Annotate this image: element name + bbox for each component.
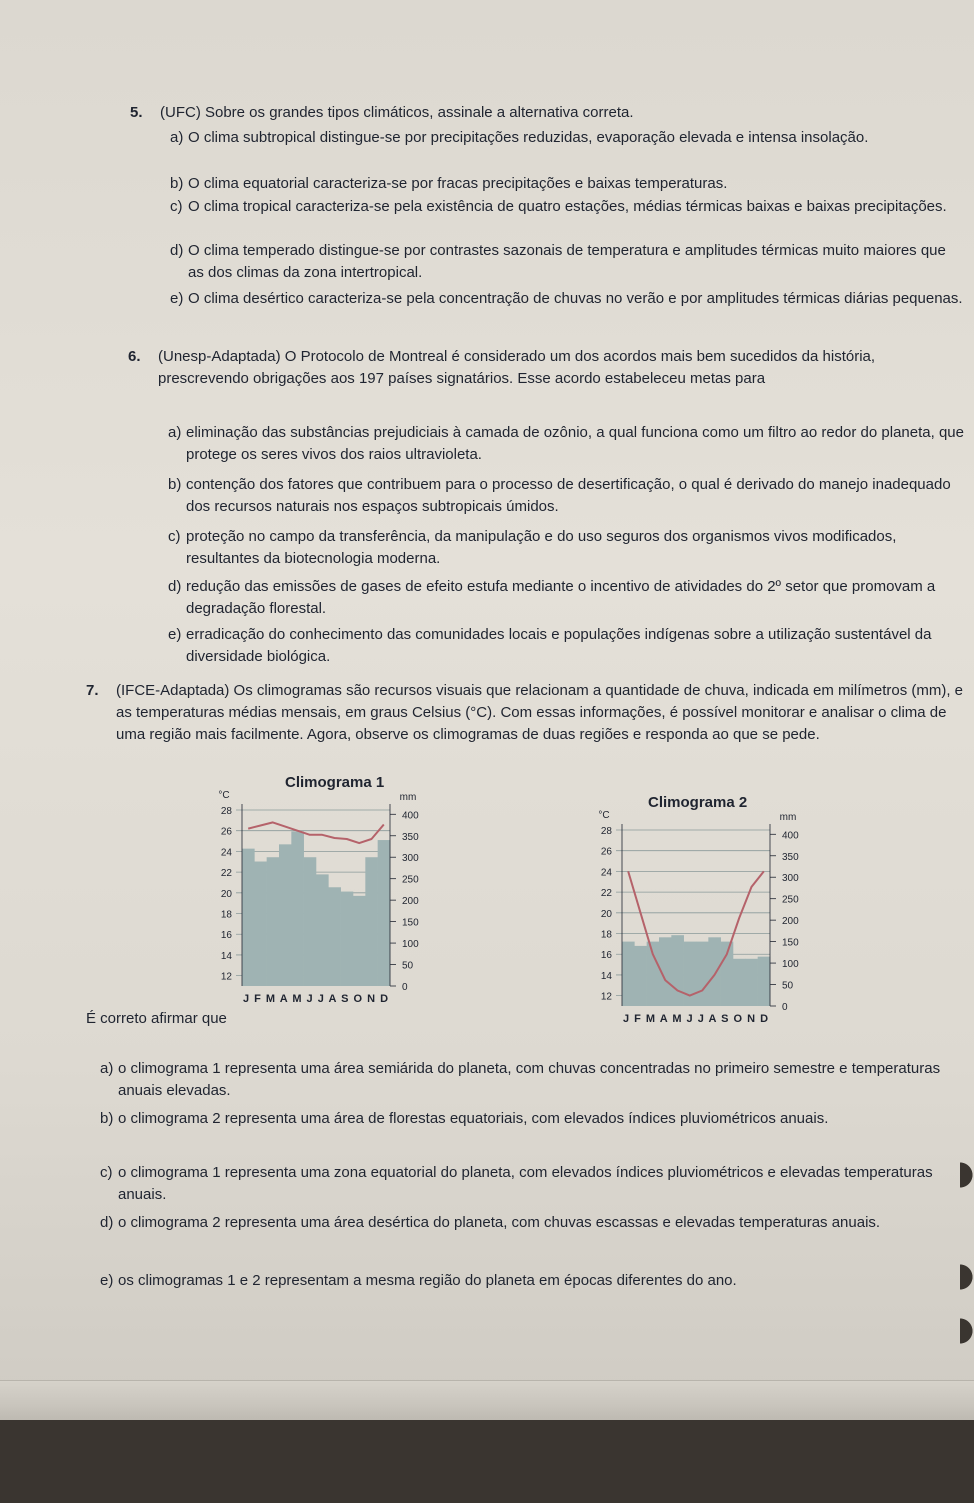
- temp-unit-label: °C: [218, 790, 230, 801]
- precip-bar: [745, 959, 758, 1006]
- question-number: 7.: [86, 682, 99, 699]
- temp-tick-label: 26: [600, 846, 612, 858]
- temp-tick-label: 14: [600, 970, 612, 982]
- precip-tick-label: 350: [402, 831, 419, 843]
- temp-tick-label: 18: [220, 909, 232, 921]
- option-letter: e): [170, 290, 184, 307]
- option-text: O clima temperado distingue-se por contrastes sazonais de temperatura e amplitudes térmicas muito maiores que as dos climas da zona intertropical.: [188, 242, 946, 281]
- precip-tick-label: 100: [402, 939, 419, 951]
- option-letter: c): [168, 528, 181, 545]
- question-number: 5.: [130, 104, 143, 121]
- month-axis-labels: J F M A M J J A S O N D: [622, 1013, 770, 1025]
- question-stem: (Unesp-Adaptada) O Protocolo de Montreal é considerado um dos acordos mais bem sucedidos da história, prescrevendo obrigações aos 197 países signatários. Esse acordo estabeleceu metas para: [158, 348, 876, 387]
- temp-tick-label: 18: [600, 929, 612, 941]
- temp-tick-label: 28: [220, 806, 232, 817]
- option-text: o climograma 1 representa uma zona equatorial do planeta, com elevados índices pluviométricos e elevadas temperaturas anuais.: [118, 1164, 933, 1203]
- option-letter: d): [170, 242, 184, 259]
- chart-title: Climograma 2: [648, 794, 748, 811]
- temp-tick-label: 20: [220, 888, 232, 900]
- option-text: proteção no campo da transferência, da manipulação e do uso seguros dos organismos vivos modificados, resultantes da biotecnologia moderna.: [186, 528, 897, 567]
- precip-tick-label: 250: [782, 894, 799, 906]
- option-letter: e): [100, 1272, 114, 1289]
- option-letter: b): [170, 175, 184, 192]
- temp-tick-label: 12: [600, 991, 612, 1003]
- precip-tick-label: 400: [402, 810, 419, 822]
- precip-bar: [328, 887, 341, 986]
- temp-tick-label: 12: [220, 971, 232, 983]
- precip-bar: [647, 942, 660, 1006]
- option-letter: e): [168, 626, 182, 643]
- precip-tick-label: 50: [402, 960, 414, 972]
- temp-tick-label: 16: [220, 930, 232, 942]
- precip-bar: [365, 857, 378, 986]
- precip-bar: [622, 942, 635, 1006]
- question-number: 6.: [128, 348, 141, 365]
- precip-bar: [671, 935, 684, 1006]
- precip-tick-label: 0: [402, 982, 408, 993]
- temp-tick-label: 28: [600, 826, 612, 837]
- precip-bar: [758, 957, 771, 1006]
- precip-bar: [267, 857, 280, 986]
- precip-tick-label: 50: [782, 980, 794, 992]
- temp-tick-label: 20: [600, 908, 612, 920]
- precip-bar: [291, 831, 304, 986]
- temp-tick-label: 22: [220, 868, 232, 880]
- chart-title: Climograma 1: [285, 774, 385, 791]
- precip-tick-label: 150: [782, 937, 799, 949]
- precip-tick-label: 250: [402, 874, 419, 886]
- precip-tick-label: 0: [782, 1002, 788, 1013]
- temp-tick-label: 26: [220, 826, 232, 838]
- option-letter: d): [100, 1214, 114, 1231]
- option-letter: b): [168, 476, 182, 493]
- climograma-1: [180, 774, 440, 1024]
- option-letter: a): [170, 129, 184, 146]
- option-text: os climogramas 1 e 2 representam a mesma região do planeta em épocas diferentes do ano.: [118, 1272, 737, 1289]
- precip-bar: [254, 862, 267, 986]
- paper-stack-edge: [0, 1380, 974, 1420]
- option-text: redução das emissões de gases de efeito estufa mediante o incentivo de atividades do 2º setor que promovam a degradação florestal.: [186, 578, 936, 617]
- precip-bar: [242, 849, 255, 986]
- precip-bar: [733, 959, 746, 1006]
- precip-tick-label: 100: [782, 959, 799, 971]
- precip-bar: [353, 896, 366, 986]
- temp-tick-label: 16: [600, 950, 612, 962]
- precip-tick-label: 200: [402, 896, 419, 908]
- precip-tick-label: 300: [782, 873, 799, 885]
- option-letter: a): [168, 424, 182, 441]
- option-text: contenção dos fatores que contribuem para o processo de desertificação, o qual é derivado do manejo inadequado dos recursos naturais nos espaços subtropicais úmidos.: [186, 476, 951, 515]
- precip-bar: [341, 892, 354, 986]
- precip-bar: [696, 942, 709, 1006]
- temp-tick-label: 14: [220, 950, 232, 962]
- question-stem: (IFCE-Adaptada) Os climogramas são recursos visuais que relacionam a quantidade de chuva, indicada em milímetros (mm), e as temperaturas médias mensais, em graus Celsius (°C). Com essas informações, é possível monitorar e analisar o clima de uma região mais facilmente. Agora, observe os climogramas de duas regiões e responda ao que se pede.: [116, 682, 964, 743]
- temp-unit-label: °C: [598, 810, 610, 821]
- precip-bar: [708, 937, 721, 1006]
- question-lead: É correto afirmar que: [86, 1010, 227, 1027]
- precip-tick-label: 200: [782, 916, 799, 928]
- chart-2-svg: [560, 808, 830, 1048]
- binder-hole: [960, 1262, 974, 1292]
- temp-tick-label: 22: [600, 888, 612, 900]
- option-text: O clima equatorial caracteriza-se por fracas precipitações e baixas temperaturas.: [188, 175, 728, 192]
- option-text: o climograma 2 representa uma área desértica do planeta, com chuvas escassas e elevadas temperaturas anuais.: [118, 1214, 881, 1231]
- precip-unit-label: mm: [399, 792, 417, 803]
- option-text: erradicação do conhecimento das comunidades locais e populações indígenas sobre a utilização sustentável da diversidade biológica.: [186, 626, 932, 665]
- binder-hole: [960, 1160, 974, 1190]
- option-letter: c): [170, 198, 183, 215]
- option-text: o climograma 2 representa uma área de florestas equatoriais, com elevados índices pluviométricos anuais.: [118, 1110, 829, 1127]
- climograma-2: [560, 794, 830, 1044]
- option-letter: c): [100, 1164, 113, 1181]
- precip-bar: [634, 946, 647, 1006]
- precip-bar: [304, 857, 317, 986]
- temp-tick-label: 24: [600, 867, 612, 879]
- option-text: o climograma 1 representa uma área semiárida do planeta, com chuvas concentradas no primeiro semestre e temperaturas anuais elevadas.: [118, 1060, 941, 1099]
- temp-tick-label: 24: [220, 847, 232, 859]
- option-text: eliminação das substâncias prejudiciais à camada de ozônio, a qual funciona como um filtro ao redor do planeta, que protege os seres vivos dos raios ultravioleta.: [186, 424, 964, 463]
- month-axis-labels: J F M A M J J A S O N D: [242, 993, 390, 1005]
- question-stem: (UFC) Sobre os grandes tipos climáticos, assinale a alternativa correta.: [160, 104, 634, 121]
- chart-1-svg: [180, 788, 440, 1028]
- precip-bar: [279, 844, 292, 986]
- binder-hole: [960, 1316, 974, 1346]
- option-text: O clima subtropical distingue-se por precipitações reduzidas, evaporação elevada e intensa insolação.: [188, 129, 869, 146]
- precip-bar: [316, 874, 329, 986]
- option-letter: d): [168, 578, 182, 595]
- precip-bar: [378, 840, 391, 986]
- temperature-line: [248, 822, 384, 843]
- option-text: O clima desértico caracteriza-se pela concentração de chuvas no verão e por amplitudes térmicas diárias pequenas.: [188, 290, 963, 307]
- precip-unit-label: mm: [779, 812, 797, 823]
- option-letter: a): [100, 1060, 114, 1077]
- option-letter: b): [100, 1110, 114, 1127]
- precip-tick-label: 400: [782, 830, 799, 842]
- option-text: O clima tropical caracteriza-se pela existência de quatro estações, médias térmicas baixas e baixas precipitações.: [188, 198, 947, 215]
- precip-tick-label: 350: [782, 851, 799, 863]
- precip-tick-label: 300: [402, 853, 419, 865]
- precip-tick-label: 150: [402, 917, 419, 929]
